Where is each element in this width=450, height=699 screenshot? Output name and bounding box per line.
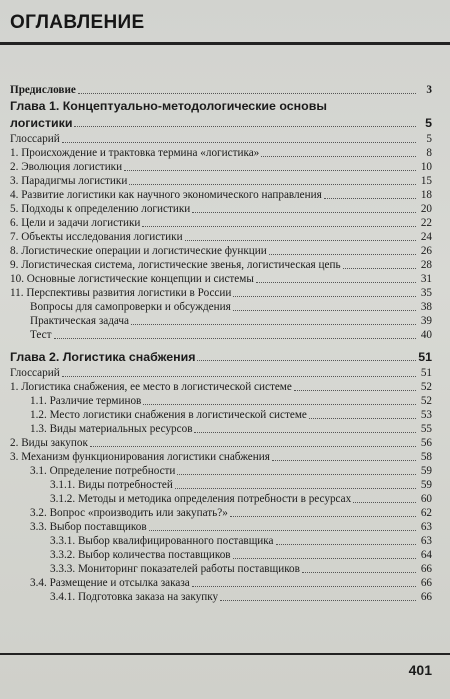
toc-entry — [10, 230, 432, 244]
toc-entry-title: 10. Основные логистические концепции и системы — [10, 273, 254, 285]
toc-entry-page: 64 — [420, 549, 432, 561]
toc-entry-page: 10 — [420, 161, 432, 173]
toc-entry-title: Практическая задача — [30, 315, 129, 327]
chapter-heading: Глава 1. Концептуально-методологические основы — [10, 99, 327, 113]
dot-leader — [192, 212, 416, 213]
dot-leader — [353, 502, 416, 503]
toc-entry-title: 3. Механизм функционирования логистики снабжения — [10, 451, 270, 463]
page-number: 401 — [408, 662, 432, 678]
toc-entry-title: 3.1.2. Методы и методика определения потребности в ресурсах — [50, 493, 352, 505]
toc-entry-title: 1.3. Виды материальных ресурсов — [30, 423, 193, 435]
toc-entry-title: 1. Логистика снабжения, ее место в логистической системе — [10, 381, 292, 393]
dot-leader — [177, 474, 416, 475]
toc-entry-page: 35 — [420, 287, 432, 299]
toc-entry — [10, 174, 432, 188]
dot-leader — [233, 558, 416, 559]
toc-entry-page: 39 — [420, 315, 432, 327]
toc-entry-title: 7. Объекты исследования логистики — [10, 231, 183, 243]
toc-entry-title: 3.3.2. Выбор количества поставщиков — [50, 549, 231, 561]
dot-leader — [129, 184, 416, 185]
dot-leader — [269, 254, 416, 255]
dot-leader — [194, 432, 416, 433]
toc-entry-page: 51 — [420, 367, 432, 379]
toc-entry-title: 5. Подходы к определению логистики — [10, 203, 191, 215]
toc-entry-page: 52 — [420, 381, 432, 393]
toc-entry — [10, 366, 432, 380]
chapter-heading-continued — [10, 114, 432, 130]
toc-entry — [10, 146, 432, 160]
toc-entry-title: 3.4. Размещение и отсылка заказа — [30, 577, 190, 589]
toc-entry — [10, 464, 432, 478]
toc-entry — [10, 300, 432, 314]
chapter-entries — [10, 132, 432, 342]
chapter-page: 5 — [425, 116, 432, 130]
dot-leader — [149, 530, 416, 531]
toc-entry-page: 24 — [420, 231, 432, 243]
toc-entry — [10, 380, 432, 394]
dot-leader — [90, 446, 416, 447]
toc-entry — [10, 216, 432, 230]
dot-leader — [131, 324, 416, 325]
dot-leader — [78, 93, 416, 94]
toc-entry-title: 2. Виды закупок — [10, 437, 88, 449]
toc-entry — [10, 314, 432, 328]
dot-leader — [175, 488, 416, 489]
toc-entry — [10, 548, 432, 562]
dot-leader — [62, 142, 416, 143]
toc-entry — [10, 534, 432, 548]
toc-entry-page: 59 — [420, 479, 432, 491]
toc-entry-page: 26 — [420, 245, 432, 257]
chapter-entries — [10, 366, 432, 604]
toc-entry-page: 66 — [420, 563, 432, 575]
toc-entry-title: 3.1.1. Виды потребностей — [50, 479, 173, 491]
toc-entry-title: Предисловие — [10, 84, 76, 96]
toc-entry-page: 52 — [420, 395, 432, 407]
toc-entry — [10, 132, 432, 146]
toc-entry-page: 63 — [420, 521, 432, 533]
toc-entry — [10, 562, 432, 576]
toc-entry-page: 31 — [420, 273, 432, 285]
dot-leader — [276, 544, 416, 545]
toc-entry-title: 3.1. Определение потребности — [30, 465, 176, 477]
toc-entry — [10, 188, 432, 202]
toc-entry-page: 15 — [420, 175, 432, 187]
toc-entry — [10, 244, 432, 258]
toc-entry — [10, 422, 432, 436]
dot-leader — [143, 404, 416, 405]
toc-entry-page: 59 — [420, 465, 432, 477]
toc-entry — [10, 286, 432, 300]
toc-entry-page: 53 — [420, 409, 432, 421]
dot-leader — [185, 240, 416, 241]
toc-entry — [10, 492, 432, 506]
toc-entry — [10, 272, 432, 286]
toc-entry-title: Вопросы для самопроверки и обсуждения — [30, 301, 231, 313]
dot-leader — [62, 376, 416, 377]
dot-leader — [302, 572, 416, 573]
toc-entry-page: 56 — [420, 437, 432, 449]
toc-entry-title: 1. Происхождение и трактовка термина «логистика» — [10, 147, 260, 159]
toc-entry-title: 3.3.3. Мониторинг показателей работы поставщиков — [50, 563, 300, 575]
chapter-heading — [10, 348, 432, 364]
toc-entry-page: 5 — [426, 133, 432, 145]
dot-leader — [343, 268, 416, 269]
dot-leader — [192, 586, 416, 587]
toc-entry — [10, 450, 432, 464]
chapter-title: Глава 2. Логистика снабжения — [10, 350, 196, 364]
toc-entry — [10, 202, 432, 216]
toc-entry-title: 3.4.1. Подготовка заказа на закупку — [50, 591, 219, 603]
table-of-contents — [10, 80, 432, 604]
toc-entry-page: 18 — [420, 189, 432, 201]
toc-entry — [10, 576, 432, 590]
toc-entry-page: 40 — [420, 329, 432, 341]
dot-leader — [233, 296, 416, 297]
toc-entry — [10, 520, 432, 534]
dot-leader — [124, 170, 416, 171]
toc-entry-title: 4. Развитие логистики как научного экономического направления — [10, 189, 322, 201]
toc-entry-page: 20 — [420, 203, 432, 215]
dot-leader — [197, 360, 416, 361]
dot-leader — [272, 460, 416, 461]
toc-entry — [10, 394, 432, 408]
dot-leader — [294, 390, 416, 391]
toc-entry — [10, 590, 432, 604]
toc-entry — [10, 506, 432, 520]
dot-leader — [142, 226, 416, 227]
toc-entry-page: 58 — [420, 451, 432, 463]
dot-leader — [324, 198, 416, 199]
toc-entry — [10, 478, 432, 492]
toc-entry — [10, 258, 432, 272]
toc-entry-page: 66 — [420, 577, 432, 589]
toc-entry-title: 3. Парадигмы логистики — [10, 175, 128, 187]
toc-entry-title: 1.1. Различие терминов — [30, 395, 142, 407]
toc-entry — [10, 408, 432, 422]
toc-entry-page: 66 — [420, 591, 432, 603]
dot-leader — [74, 126, 416, 127]
toc-entry-preface — [10, 80, 432, 97]
toc-entry-page: 63 — [420, 535, 432, 547]
toc-entry — [10, 160, 432, 174]
dot-leader — [233, 310, 416, 311]
toc-entry-title: 2. Эволюция логистики — [10, 161, 123, 173]
toc-entry — [10, 328, 432, 342]
toc-entry-title: Тест — [30, 329, 52, 341]
chapter-title: логистики — [10, 116, 73, 130]
toc-entry-title: 8. Логистические операции и логистические функции — [10, 245, 267, 257]
chapter-page: 51 — [418, 350, 432, 364]
dot-leader — [54, 338, 416, 339]
dot-leader — [220, 600, 416, 601]
toc-entry-title: 9. Логистическая система, логистические звенья, логистическая цепь — [10, 259, 341, 271]
toc-entry-page: 38 — [420, 301, 432, 313]
dot-leader — [256, 282, 416, 283]
toc-entry-page: 8 — [426, 147, 432, 159]
toc-entry-title: Глоссарий — [10, 133, 60, 145]
toc-entry — [10, 436, 432, 450]
toc-entry-page: 3 — [426, 84, 432, 96]
toc-entry-page: 22 — [420, 217, 432, 229]
toc-entry-title: 1.2. Место логистики снабжения в логистической системе — [30, 409, 307, 421]
dot-leader — [230, 516, 416, 517]
toc-entry-title: 3.2. Вопрос «производить или закупать?» — [30, 507, 228, 519]
toc-entry-title: 6. Цели и задачи логистики — [10, 217, 141, 229]
toc-entry-title: 3.3. Выбор поставщиков — [30, 521, 147, 533]
toc-entry-page: 55 — [420, 423, 432, 435]
header-divider — [0, 42, 450, 45]
toc-entry-title: 11. Перспективы развития логистики в России — [10, 287, 232, 299]
toc-entry-page: 60 — [420, 493, 432, 505]
toc-entry-title: Глоссарий — [10, 367, 60, 379]
page-title: ОГЛАВЛЕНИЕ — [10, 12, 145, 33]
dot-leader — [309, 418, 416, 419]
toc-entry-page: 62 — [420, 507, 432, 519]
toc-entry-page: 28 — [420, 259, 432, 271]
toc-entry-title: 3.3.1. Выбор квалифицированного поставщика — [50, 535, 274, 547]
footer-divider — [0, 653, 450, 655]
dot-leader — [261, 156, 416, 157]
